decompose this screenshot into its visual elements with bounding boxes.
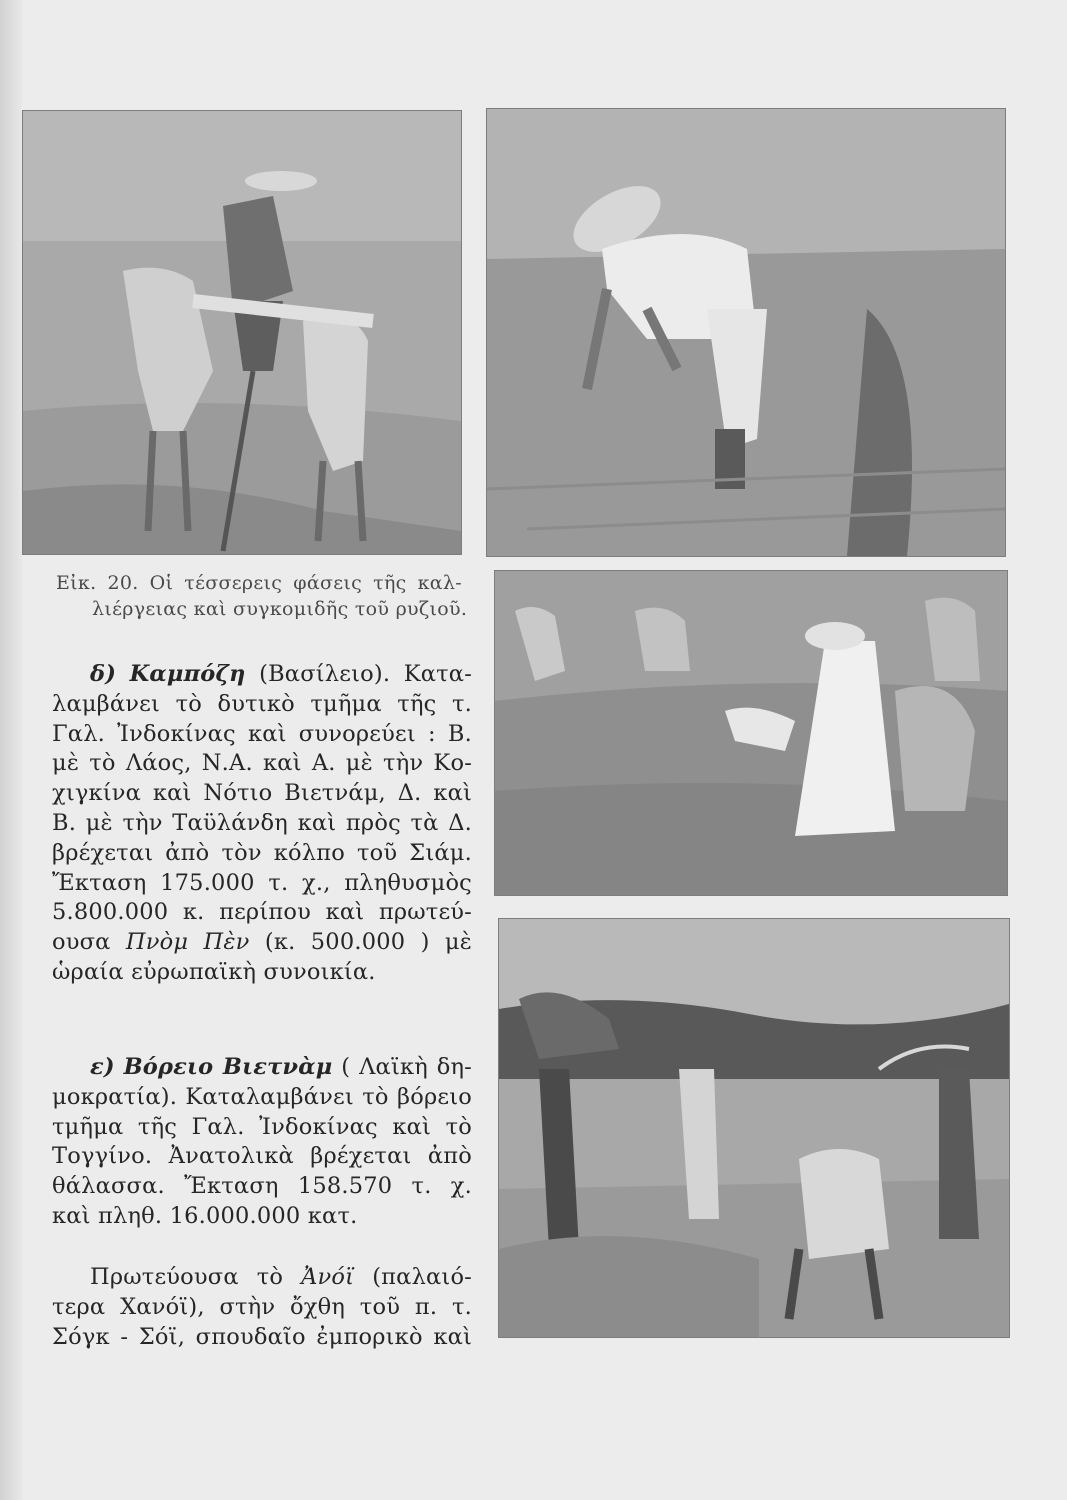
section-label: ε) bbox=[90, 1054, 115, 1080]
page-edge-shadow bbox=[0, 0, 22, 1500]
text-line: Β. μὲ τὴν Ταϋλάνδη καὶ πρὸς τὰ Δ. bbox=[52, 809, 472, 836]
text-line: μοκρατία). Καταλαμβάνει τὸ βόρειο bbox=[52, 1083, 472, 1110]
text-line: θάλασσα. Ἔκταση 158.570 τ. χ. bbox=[52, 1173, 472, 1200]
text-span: (παλαιό- bbox=[372, 1264, 472, 1290]
section-cambodia bbox=[52, 660, 472, 988]
caption-line-2: λιέργειας καὶ συγκομιδῆς τοῦ ρυζιοῦ. bbox=[92, 598, 468, 620]
text-line: Ἔκταση 175.000 τ. χ., πληθυσμὸς bbox=[52, 869, 472, 896]
text-line: μὲ τὸ Λάος, Ν.Α. καὶ Α. μὲ τὴν Κο- bbox=[52, 750, 472, 777]
section-title: Καμπόζη bbox=[129, 661, 246, 687]
text-line: 5.800.000 κ. περίπου καὶ πρωτεύ- bbox=[52, 899, 472, 926]
figure-caption bbox=[56, 570, 468, 622]
text-line: Σόγκ - Σόϊ, σπουδαῖο ἐμπορικὸ καὶ bbox=[52, 1323, 472, 1350]
section-north-vietnam bbox=[52, 1053, 472, 1232]
text-line: τερα Χανόϊ), στὴν ὄχθη τοῦ π. τ. bbox=[52, 1293, 472, 1320]
text-line: τμῆμα τῆς Γαλ. Ἰνδοκίνας καὶ τὸ bbox=[52, 1113, 472, 1140]
text-line: χιγκίνα καὶ Νότιο Βιετνάμ, Δ. καὶ bbox=[52, 780, 472, 807]
text-line: λαμβάνει τὸ δυτικὸ τμῆμα τῆς τ. bbox=[52, 690, 472, 717]
photo-worker-conical-hat bbox=[486, 108, 1006, 557]
text-line: ὡραία εὐρωπαϊκὴ συνοικία. bbox=[52, 958, 376, 985]
section-label: δ) bbox=[90, 661, 117, 687]
photo-ploughing-oxen bbox=[22, 110, 462, 555]
photo-women-harvesting bbox=[494, 570, 1008, 896]
text-span: Πρωτεύουσα τὸ bbox=[90, 1264, 284, 1290]
text-line: καὶ πληθ. 16.000.000 κατ. bbox=[52, 1202, 358, 1229]
text-line: Γαλ. Ἰνδοκίνας καὶ συνορεύει : Β. bbox=[52, 720, 472, 747]
photo-carrying-bundles bbox=[498, 918, 1010, 1338]
capital-name: Ἀνόϊ bbox=[301, 1264, 355, 1290]
text-span: ( Λαϊκὴ δη- bbox=[341, 1054, 472, 1080]
text-line: βρέχεται ἀπὸ τὸν κόλπο τοῦ Σιάμ. bbox=[52, 839, 472, 866]
caption-line-1: Εἰκ. 20. Οἱ τέσσερεις φάσεις τῆς καλ- bbox=[56, 572, 462, 594]
text-span: (Βασίλειο). Κατα- bbox=[259, 661, 472, 687]
text-span: (κ. 500.000 ) μὲ bbox=[264, 929, 472, 956]
capital-name: Πνὸμ Πὲν bbox=[125, 929, 250, 956]
text-span: ουσα bbox=[52, 929, 111, 956]
text-line: Τογγίνο. Ἀνατολικὰ βρέχεται ἀπὸ bbox=[52, 1143, 472, 1170]
section-title: Βόρειο Βιετνὰμ bbox=[123, 1054, 333, 1080]
paragraph-hanoi bbox=[52, 1263, 472, 1352]
